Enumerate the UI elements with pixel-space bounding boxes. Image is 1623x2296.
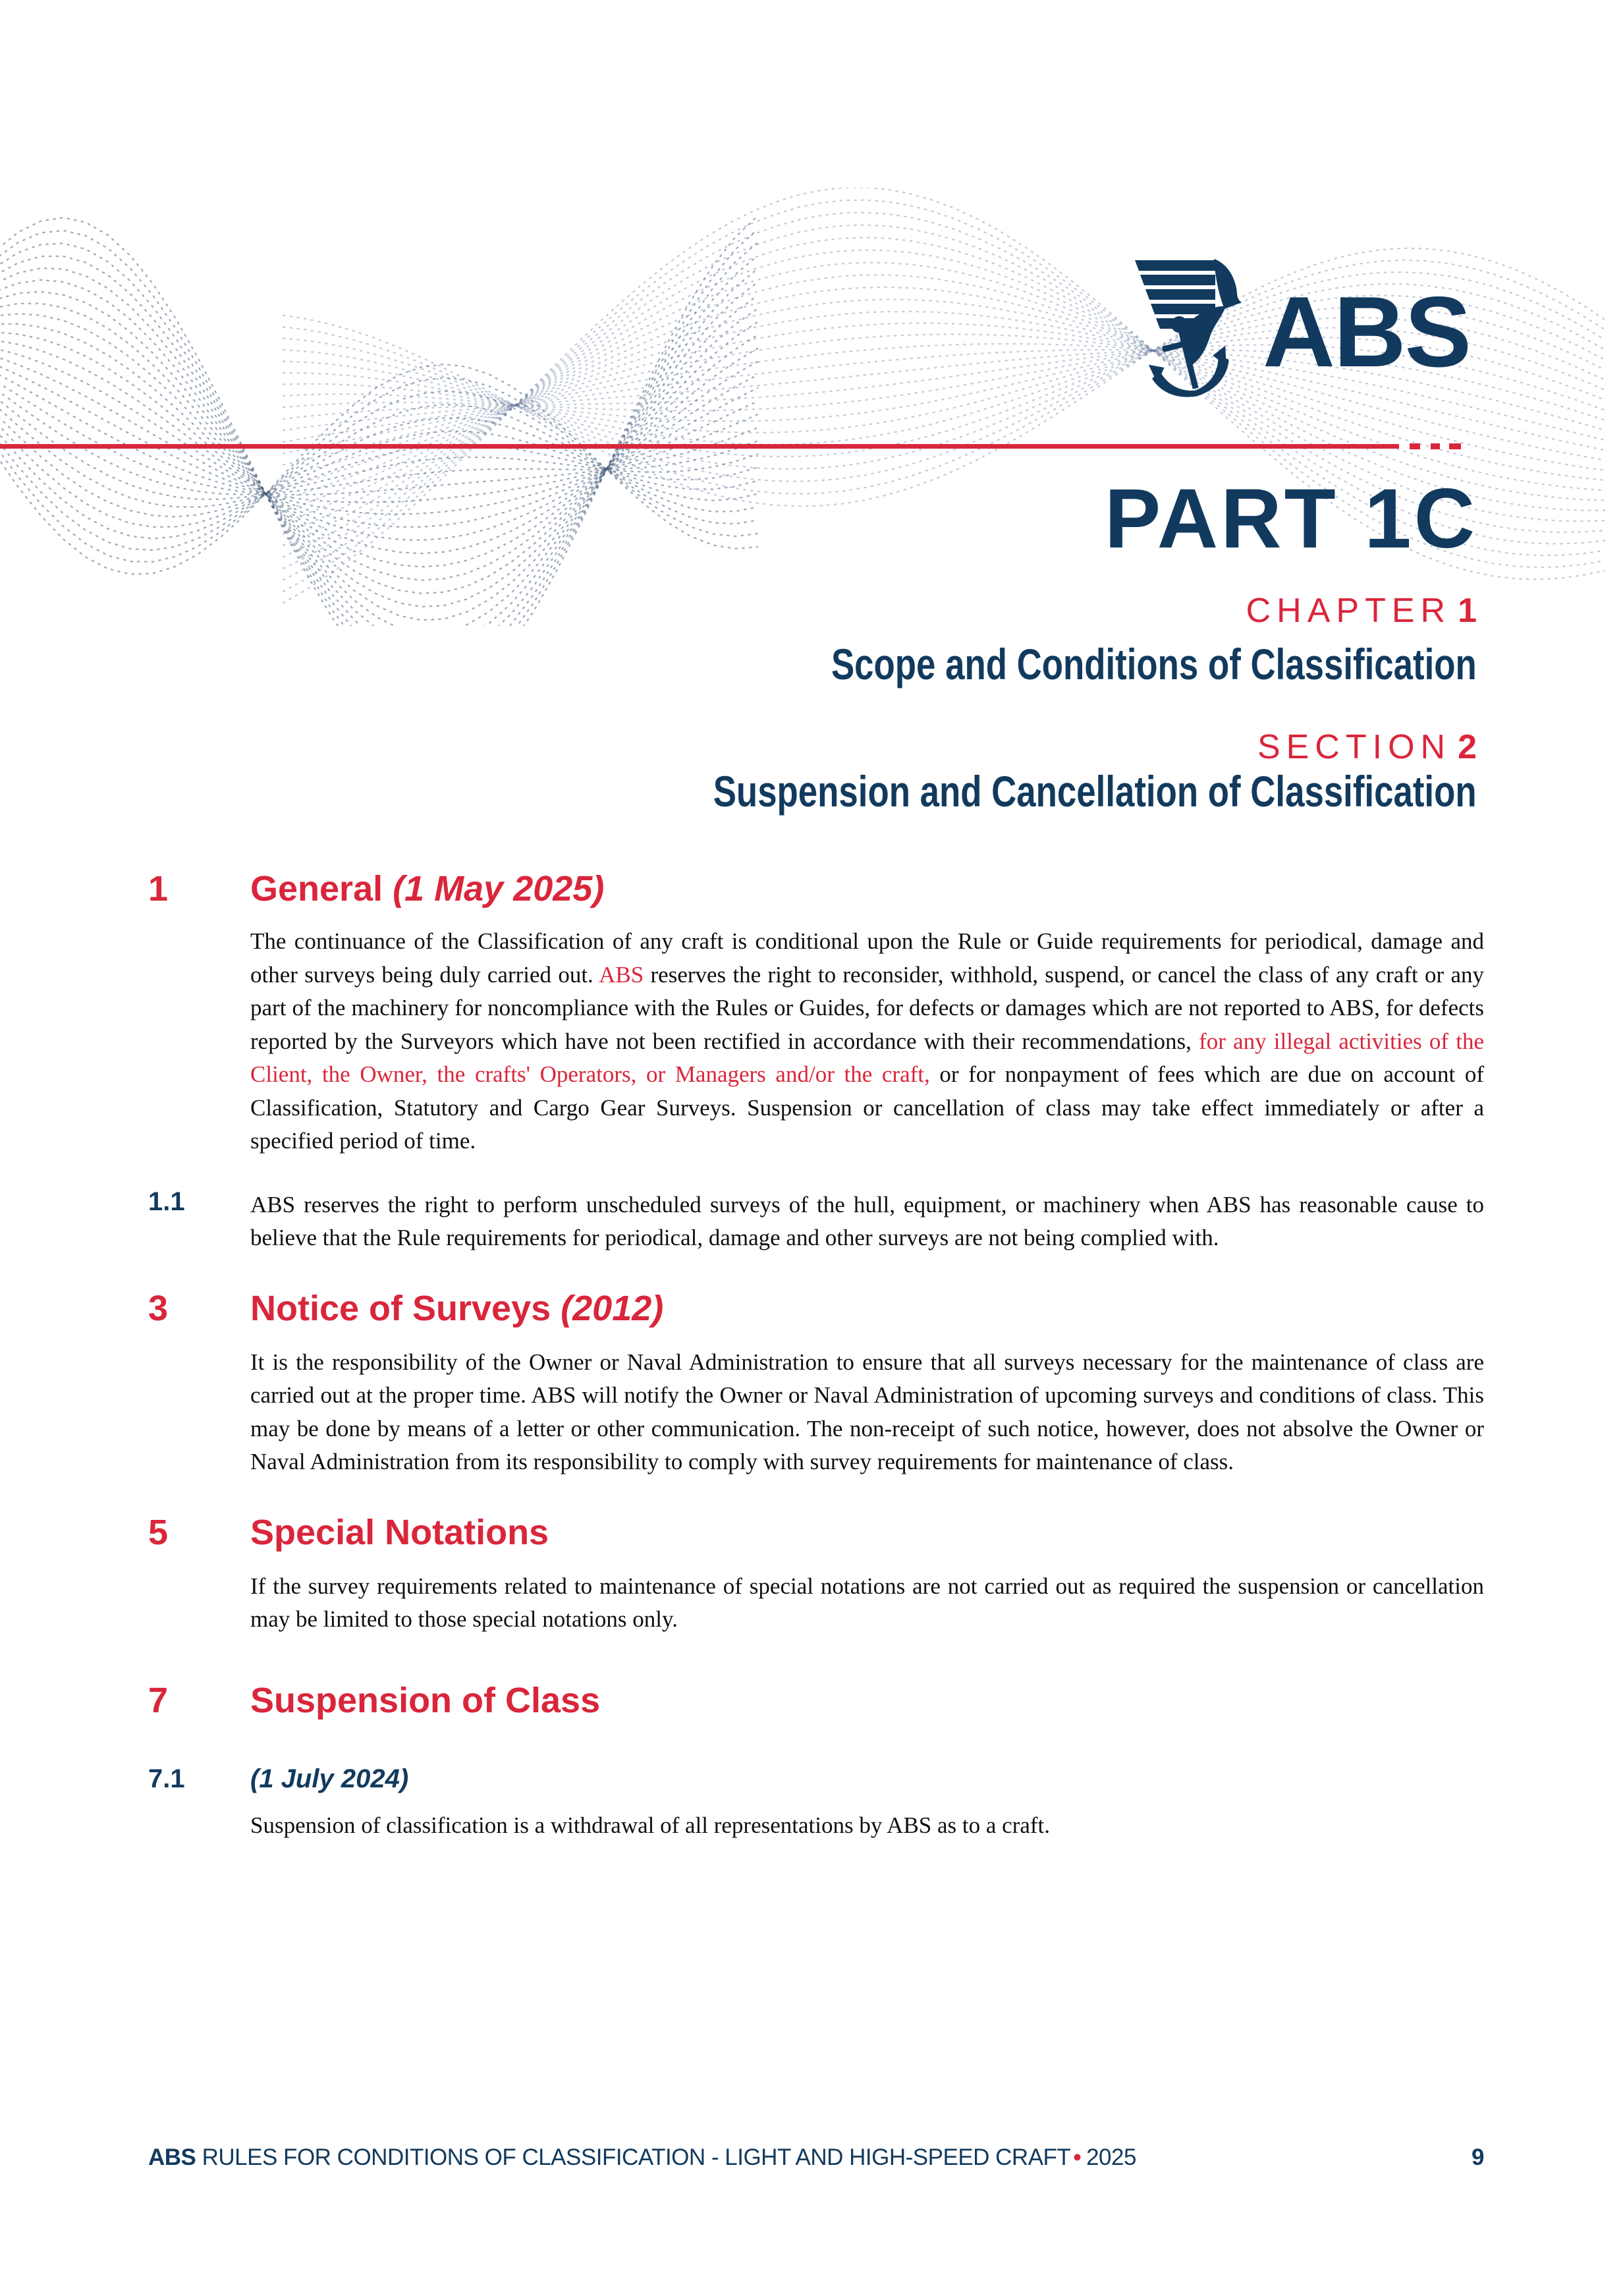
- section-heading-title: Notice of Surveys: [250, 1288, 551, 1328]
- footer-year: 2025: [1086, 2144, 1136, 2170]
- header-rule-dash: [1449, 443, 1461, 449]
- footer-title-text: RULES FOR CONDITIONS OF CLASSIFICATION - LIGHT AND HIGH-SPEED CRAFT: [196, 2144, 1071, 2170]
- body-text: Suspension of classification is a withdrawal of all representations by ABS as to a craft.: [250, 1812, 1051, 1838]
- body-text: If the survey requirements related to maintenance of special notations are not carried out as required the suspension or cancellation may be limited to those special notations only.: [250, 1573, 1484, 1632]
- abs-logo-wordmark: ABS: [1263, 276, 1470, 388]
- footer-document-title: [148, 2145, 1136, 2171]
- footer-brand: ABS: [148, 2144, 196, 2170]
- section-heading-date: (2012): [561, 1288, 664, 1328]
- section-heading-title: Suspension of Class: [250, 1680, 601, 1720]
- section-number: 2: [1458, 728, 1477, 766]
- section-heading: [148, 1288, 1484, 1328]
- document-body: [148, 862, 1484, 1842]
- chapter-title: Scope and Conditions of Classification: [831, 640, 1477, 688]
- section-1-general: [148, 871, 1484, 1158]
- body-text: The continuance of the Classification of any craft is conditional upon the Rule or Guide requirements for periodical, damage and other surveys being duly carried out.: [250, 928, 1484, 988]
- subsection-heading-number: 7.1: [148, 1764, 185, 1793]
- footer-bullet-separator: •: [1073, 2144, 1082, 2170]
- paragraph: [250, 1189, 1484, 1255]
- header-rule-dash: [1431, 443, 1440, 449]
- section-1-1: [148, 1189, 1484, 1255]
- body-text: or for nonpayment of fees which are due on account of Classification, Statutory and Cargo Gear Surveys. Suspension or cancellation of class may take effect immediately or after a specified period of time.: [250, 1061, 1485, 1154]
- section-label-line: [1257, 730, 1477, 764]
- section-heading: [148, 1680, 1484, 1720]
- part-title: PART 1C: [1104, 472, 1477, 566]
- section-label: SECTION: [1257, 728, 1452, 766]
- header-rule-dash: [1410, 443, 1420, 449]
- section-heading: [148, 1512, 1484, 1552]
- section-heading-number: 3: [148, 1288, 169, 1328]
- paragraph: [250, 925, 1484, 1158]
- section-3-notice-of-surveys: [148, 1288, 1484, 1479]
- section-heading-number: 7: [148, 1680, 169, 1720]
- page-footer: [148, 2145, 1484, 2171]
- body-text: ABS reserves the right to perform unscheduled surveys of the hull, equipment, or machinery when ABS has reasonable cause to believe that the Rule requirements for periodical, damage and other surveys are not being complied with.: [250, 1191, 1484, 1250]
- highlighted-text: for any illegal activities of the Client, the Owner, the crafts' Operators, or Managers and/or the craft,: [250, 1028, 1484, 1087]
- highlighted-text: ABS: [599, 961, 644, 988]
- section-5-special-notations: [148, 1512, 1484, 1637]
- header-rule-line: [0, 444, 1399, 449]
- subsection-heading-date: (1 July 2024): [250, 1764, 409, 1793]
- abs-eagle-anchor-logo-icon: [1116, 259, 1252, 401]
- section-heading-title: Special Notations: [250, 1512, 549, 1552]
- section-heading-title: General: [250, 869, 383, 909]
- body-text: It is the responsibility of the Owner or Naval Administration to ensure that all surveys necessary for the maintenance of class are carried out at the proper time. ABS will notify the Owner or Naval Administration of upcoming surveys and conditions of class. This may be done by means of a letter or other communication. The non-receipt of such notice, however, does not absolve the Owner or Naval Administration from its responsibility to comply with survey requirements for maintenance of class.: [250, 1349, 1484, 1474]
- section-heading-number: 5: [148, 1512, 169, 1552]
- paragraph: [250, 1570, 1484, 1637]
- section-7-suspension-of-class: [148, 1680, 1484, 1720]
- section-7-1: [148, 1766, 1484, 1843]
- chapter-label-line: [1246, 594, 1477, 628]
- body-text: reserves the right to reconsider, withhold, suspend, or cancel the class of any craft or any part of the machinery for noncompliance with the Rules or Guides, for defects or damages which are not reported to ABS, for defects reported by the Surveyors which have not been rectified in accordance with their recommendations,: [250, 961, 1484, 1054]
- subsection-heading-number: 1.1: [148, 1187, 185, 1216]
- subsection-heading: [148, 1766, 1484, 1792]
- paragraph: [250, 1346, 1484, 1479]
- paragraph: [250, 1809, 1484, 1843]
- section-title: Suspension and Cancellation of Classification: [713, 767, 1477, 816]
- section-heading-date: (1 May 2025): [393, 869, 605, 909]
- section-heading: [148, 871, 1484, 907]
- chapter-label: CHAPTER: [1246, 592, 1452, 630]
- chapter-number: 1: [1458, 592, 1477, 630]
- section-heading-number: 1: [148, 869, 169, 909]
- page-number: 9: [1472, 2144, 1484, 2170]
